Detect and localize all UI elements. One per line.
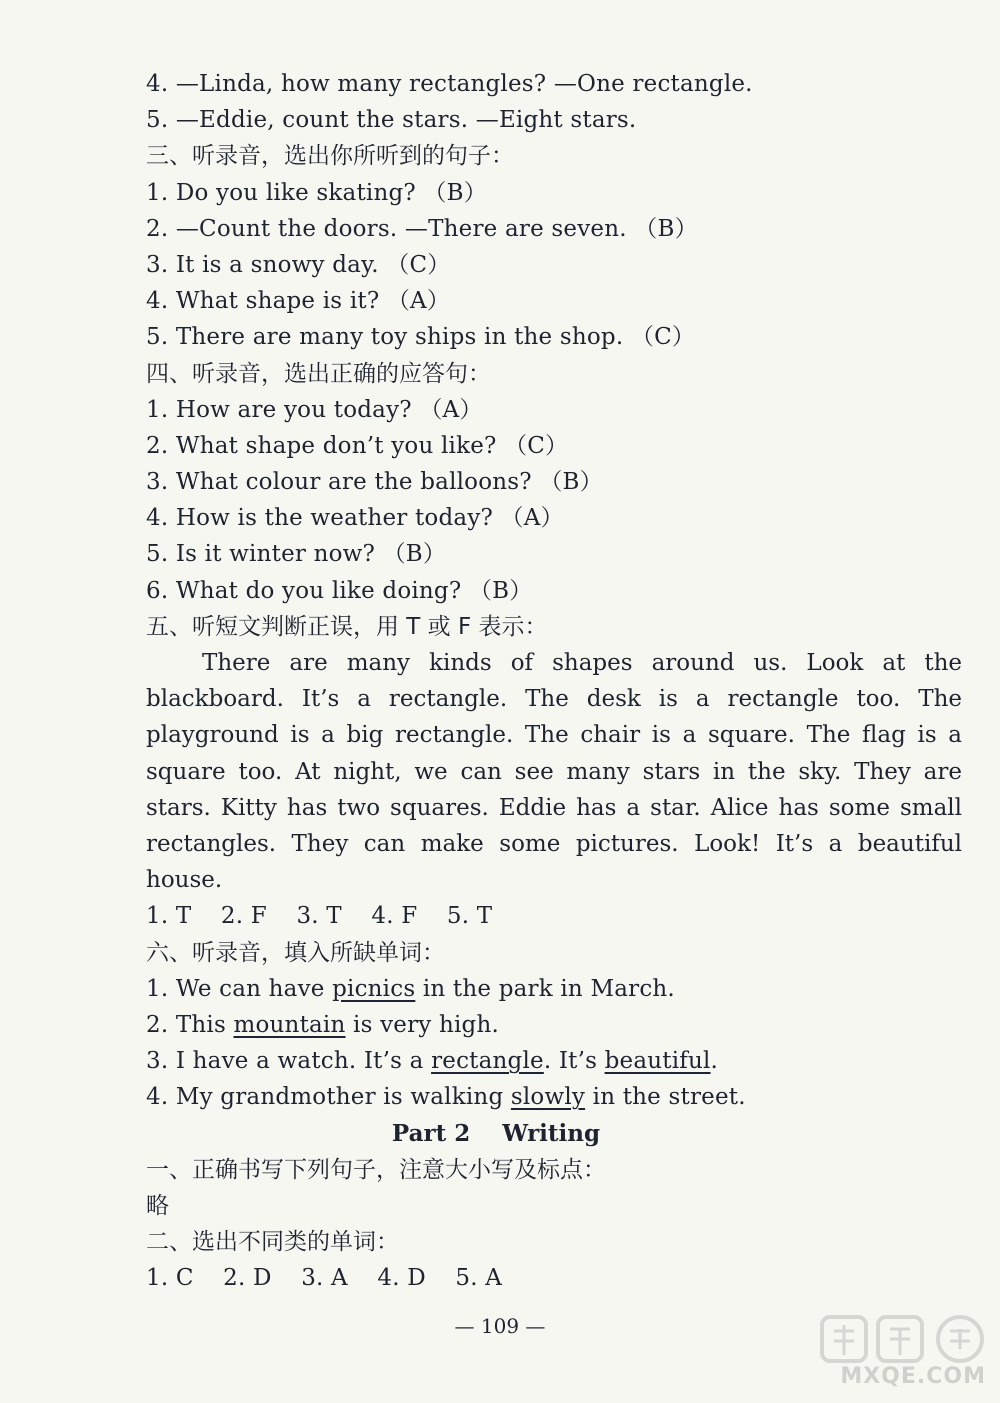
section-4-item-4: 4. How is the weather today? （A）: [146, 505, 564, 532]
filled-blank: mountain: [233, 1011, 346, 1038]
part-2-answer-3: 3. A: [301, 1265, 348, 1292]
item-text: 1. We can have: [146, 975, 333, 1002]
answer-line-5: 5. —Eddie, count the stars. —Eight stars.: [146, 107, 637, 134]
section-6-item-1: [146, 971, 966, 1007]
page-number: — 109 —: [454, 1314, 546, 1338]
part-2-section-2-heading: 二、选出不同类的单词：: [146, 1229, 399, 1256]
item-text: 3. I have a watch. It’s a: [146, 1048, 432, 1075]
section-4-item-5: 5. Is it winter now? （B）: [146, 541, 447, 568]
part-2-section-2-answers: [146, 1260, 966, 1296]
answer-line-4: 4. —Linda, how many rectangles? —One rectangle.: [146, 71, 753, 97]
watermark-logo-icon: [812, 1311, 992, 1367]
section-4-item-6: 6. What do you like doing? （B）: [146, 577, 533, 604]
section-3-item-5: 5. There are many toy ships in the shop. （C）: [146, 324, 696, 351]
item-text: in the park in March.: [415, 975, 675, 1002]
part-2-answer-2: 2. D: [223, 1265, 272, 1292]
section-4-item-3: 3. What colour are the balloons? （B）: [146, 469, 603, 496]
section-5-answer-3: 3. T: [296, 903, 342, 930]
filled-blank: beautiful: [604, 1048, 711, 1075]
item-text: . It’s: [543, 1048, 605, 1075]
section-3-heading: 三、听录音，选出你所听到的句子：: [146, 143, 514, 170]
section-4-item-1: 1. How are you today? （A）: [146, 396, 483, 423]
section-6-heading: 六、听录音，填入所缺单词：: [146, 939, 445, 966]
part-2-answer-1: 1. C: [146, 1265, 194, 1292]
watermark-text: MXQE.COM: [840, 1364, 986, 1389]
filled-blank: rectangle: [431, 1048, 544, 1075]
section-5-answer-1: 1. T: [146, 903, 192, 930]
section-6-item-3: [146, 1043, 966, 1079]
part-2-title: Part 2 Writing: [391, 1119, 601, 1147]
section-5-heading: 五、听短文判断正误，用 T 或 F 表示：: [146, 613, 548, 640]
part-2-answer-4: 4. D: [377, 1265, 426, 1292]
section-4-item-2: 2. What shape don’t you like? （C）: [146, 432, 569, 459]
item-text: .: [710, 1048, 719, 1075]
section-3-item-4: 4. What shape is it? （A）: [146, 288, 451, 315]
section-3-item-2: 2. —Count the doors. —There are seven. （B）: [146, 215, 698, 242]
section-5-answers: [146, 898, 966, 934]
part-2-section-1-heading: 一、正确书写下列句子，注意大小写及标点：: [146, 1156, 606, 1183]
item-text: 2. This: [146, 1011, 234, 1038]
section-5-passage: There are many kinds of shapes around us. Look at the blackboard. It’s a rectangle. The desk is a rectangle too. The playground is a big rectangle. The chair is a square. The flag is a square too. At night, we can see many stars in the sky. They are stars. Kitty has two squares. Eddie has a star. Alice has some small rectangles. They can make some pictures. Look! It’s a beautiful house.: [146, 650, 962, 894]
item-text: is very high.: [345, 1011, 500, 1038]
filled-blank: slowly: [510, 1084, 586, 1111]
section-6-item-4: [146, 1079, 966, 1115]
part-2-section-1-answer: 略: [146, 1192, 169, 1219]
section-3-item-3: 3. It is a snowy day. （C）: [146, 251, 451, 278]
page-content: [146, 66, 966, 1296]
part-2-answer-5: 5. A: [455, 1265, 503, 1292]
section-5-answer-5: 5. T: [446, 903, 493, 930]
item-text: in the street.: [585, 1084, 746, 1111]
item-text: 4. My grandmother is walking: [146, 1084, 511, 1111]
site-watermark: [812, 1311, 992, 1391]
section-3-item-1: 1. Do you like skating? （B）: [146, 179, 487, 206]
section-5-answer-4: 4. F: [371, 903, 418, 930]
filled-blank: picnics: [332, 975, 416, 1002]
section-4-heading: 四、听录音，选出正确的应答句：: [146, 360, 491, 387]
section-5-answer-2: 2. F: [220, 903, 267, 930]
section-6-item-2: [146, 1007, 966, 1043]
